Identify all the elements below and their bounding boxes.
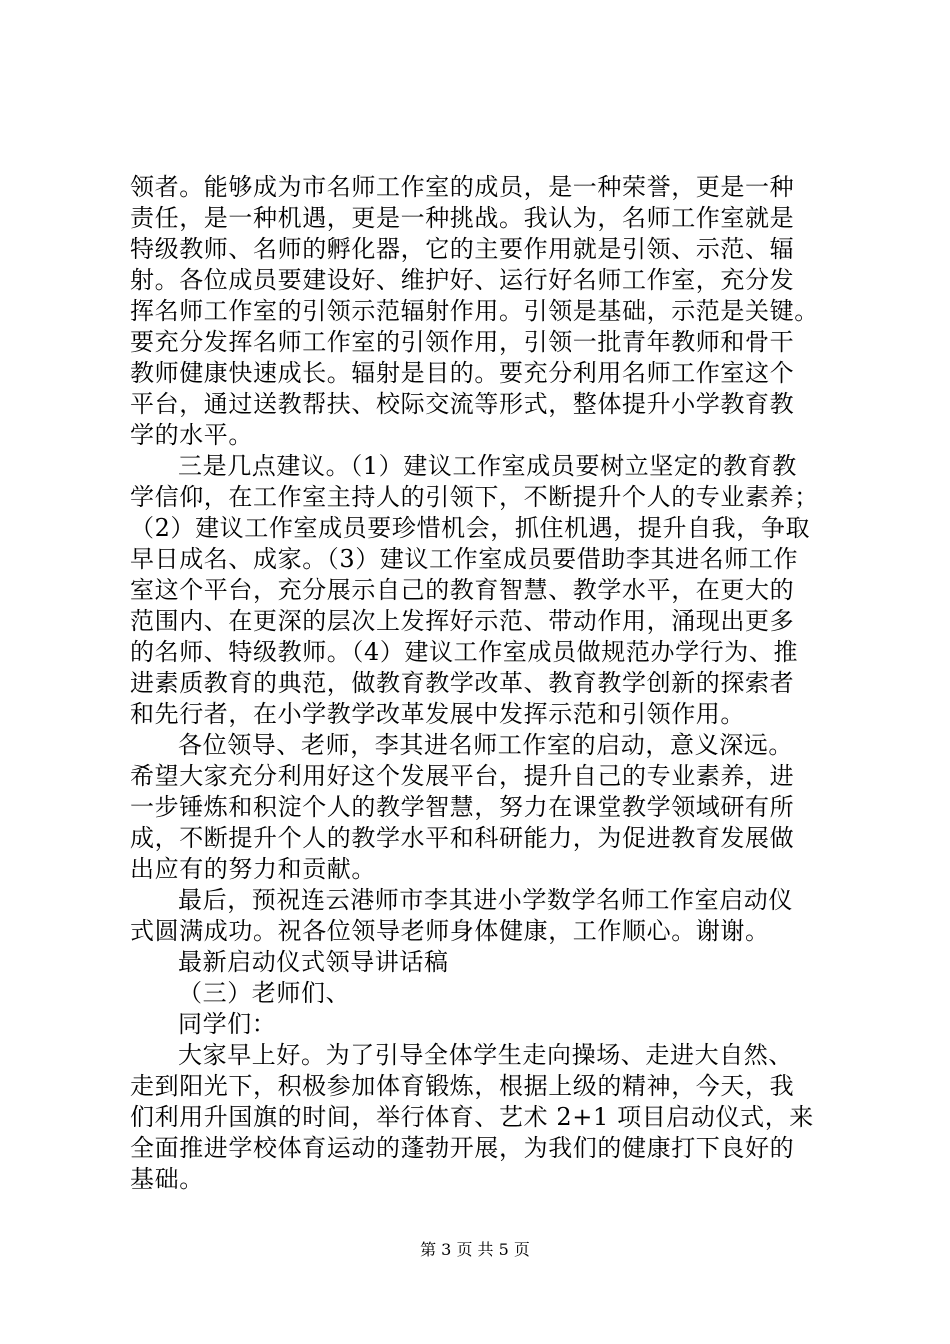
- text-line: 全面推进学校体育运动的蓬勃开展，为我们的健康打下良好的: [130, 1134, 795, 1162]
- text-line: 式圆满成功。祝各位领导老师身体健康，工作顺心。谢谢。: [130, 917, 770, 945]
- text-line: 范围内、在更深的层次上发挥好示范、带动作用，涌现出更多: [130, 607, 795, 635]
- text-line: 大家早上好。为了引导全体学生走向操场、走进大自然、: [178, 1041, 793, 1069]
- text-line: 同学们：: [178, 1010, 277, 1038]
- text-line: 走到阳光下，积极参加体育锻炼，根据上级的精神，今天，我: [130, 1072, 795, 1100]
- text-line: 基础。: [130, 1165, 204, 1193]
- text-line: 进素质教育的典范，做教育教学改革、教育教学创新的探索者: [130, 669, 795, 697]
- page-footer: 第 3 页 共 5 页: [420, 1240, 530, 1259]
- text-line: 挥名师工作室的引领示范辐射作用。引领是基础，示范是关键。: [130, 297, 819, 325]
- text-line: 早日成名、成家。（3）建议工作室成员要借助李其进名师工作: [130, 545, 799, 573]
- text-line: 成，不断提升个人的教学水平和科研能力，为促进教育发展做: [130, 824, 795, 852]
- text-line: （三）老师们、: [178, 979, 351, 1007]
- text-line: 的名师、特级教师。（4）建议工作室成员做规范办学行为、推: [130, 638, 799, 666]
- text-line: 和先行者，在小学教学改革发展中发挥示范和引领作用。: [130, 700, 745, 728]
- text-line: 学信仰，在工作室主持人的引领下，不断提升个人的专业素养；: [130, 483, 819, 511]
- text-line: 领者。能够成为市名师工作室的成员，是一种荣誉，更是一种: [130, 173, 795, 201]
- text-line: （2）建议工作室成员要珍惜机会，抓住机遇，提升自我，争取: [130, 514, 811, 542]
- text-line: 特级教师、名师的孵化器，它的主要作用就是引领、示范、辐: [130, 235, 795, 263]
- text-line: 室这个平台，充分展示自己的教育智慧、教学水平，在更大的: [130, 576, 795, 604]
- text-line: 最新启动仪式领导讲话稿: [178, 948, 449, 976]
- text-line: 学的水平。: [130, 421, 253, 449]
- text-line: 希望大家充分利用好这个发展平台，提升自己的专业素养，进: [130, 762, 795, 790]
- text-line: 各位领导、老师，李其进名师工作室的启动，意义深远。: [178, 731, 793, 759]
- document-body: [130, 172, 850, 1195]
- text-line: 三是几点建议。（1）建议工作室成员要树立坚定的教育教: [178, 452, 797, 480]
- text-line: 射。各位成员要建设好、维护好、运行好名师工作室，充分发: [130, 266, 795, 294]
- text-line: 们利用升国旗的时间，举行体育、艺术 2+1 项目启动仪式，来: [130, 1103, 814, 1131]
- text-line: 最后，预祝连云港师市李其进小学数学名师工作室启动仪: [178, 886, 793, 914]
- text-line: 平台，通过送教帮扶、校际交流等形式，整体提升小学教育教: [130, 390, 795, 418]
- text-line: 责任，是一种机遇，更是一种挑战。我认为，名师工作室就是: [130, 204, 795, 232]
- text-line: 要充分发挥名师工作室的引领作用，引领一批青年教师和骨干: [130, 328, 795, 356]
- text-line: 一步锤炼和积淀个人的教学智慧，努力在课堂教学领域研有所: [130, 793, 795, 821]
- text-line: 出应有的努力和贡献。: [130, 855, 376, 883]
- text-line: 教师健康快速成长。辐射是目的。要充分利用名师工作室这个: [130, 359, 795, 387]
